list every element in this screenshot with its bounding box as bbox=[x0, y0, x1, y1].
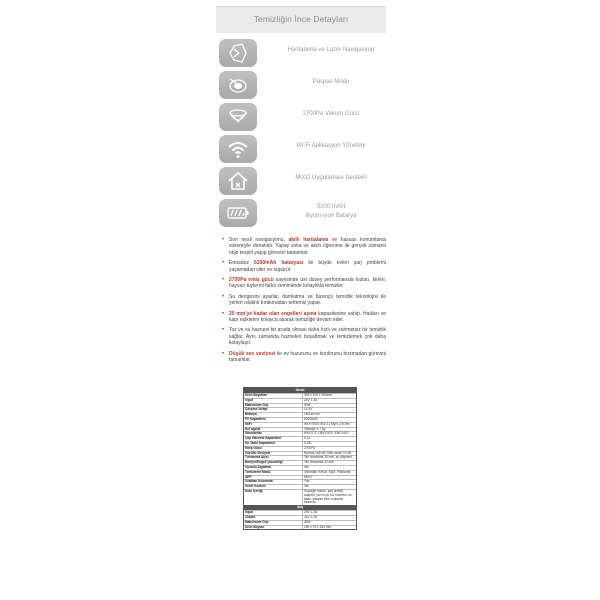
spec-row bbox=[244, 515, 356, 520]
spec-key: Uyumlu Algılama bbox=[244, 466, 303, 470]
section-title: Temizliğin İnce Detayları bbox=[253, 14, 349, 24]
spec-value: 30W bbox=[304, 519, 311, 524]
spec-key: Su Tankı Kapasitesi bbox=[244, 442, 303, 446]
spec-key: Input bbox=[244, 511, 303, 515]
battery-icon bbox=[219, 199, 257, 227]
spec-value: 2700Pa bbox=[304, 445, 315, 450]
home-app-icon bbox=[219, 167, 257, 195]
bullet-text: sayesinde üst düzey performansla tozları, kirleri, hayvan tüylerini farklı zeminlerde kolaylıkla temizler. bbox=[229, 277, 386, 290]
spec-row bbox=[244, 520, 356, 525]
bullet-highlight: akıllı haritalama bbox=[288, 237, 329, 243]
spec-key: Kutu İçeriği bbox=[244, 490, 303, 505]
spec-value: 14.4V bbox=[304, 407, 313, 412]
spec-value: MiXO bbox=[304, 474, 312, 479]
spec-row bbox=[244, 489, 356, 505]
spec-key: Temizleme Modu bbox=[244, 471, 303, 475]
spec-row bbox=[244, 470, 356, 475]
spec-value: 0.25L bbox=[304, 440, 312, 445]
spec-key: Net ağırlık bbox=[244, 428, 303, 432]
spec-key: Sesle Kontrol bbox=[244, 485, 303, 489]
spec-key: Input bbox=[244, 399, 303, 403]
spec-row bbox=[244, 446, 356, 451]
spec-key: Bariyer/Engeli yüksekliği bbox=[244, 461, 303, 465]
spec-key: Çalışma Voltajı bbox=[244, 408, 303, 412]
spec-key: Standartlar bbox=[244, 432, 303, 436]
spec-row bbox=[244, 422, 356, 427]
feature-item bbox=[216, 103, 386, 131]
feature-bullets bbox=[216, 237, 386, 364]
spec-section-header: Şarj bbox=[244, 505, 356, 510]
spec-value: 24V 1.3A bbox=[304, 397, 318, 402]
spec-value: 5200mAh bbox=[304, 416, 318, 421]
bullet-item bbox=[222, 327, 386, 346]
spec-key: Ürün Boyutu bbox=[244, 526, 303, 530]
bullet-highlight: 5200mAh bataryası bbox=[254, 260, 304, 267]
feature-label-line2: lityum-iyon Batarya bbox=[305, 213, 357, 219]
feature-item bbox=[216, 71, 386, 99]
feature-list bbox=[216, 39, 386, 227]
bullet-highlight: 20 mm'ye kadar olan engelleri aşma bbox=[229, 310, 317, 317]
spec-key: Maksimum Güç bbox=[244, 404, 303, 408]
section-header bbox=[216, 6, 386, 33]
spec-value: Var bbox=[304, 484, 309, 489]
spec-key: Maksimum Güç bbox=[244, 521, 303, 525]
feature-label: Paspas Modu bbox=[312, 79, 350, 85]
spec-key: Batarya bbox=[244, 413, 303, 417]
spec-key: Pil Kapasitesi bbox=[244, 418, 303, 422]
spec-key: Tırmanma Açısı bbox=[244, 456, 303, 460]
spec-value: Normal <65 dB, Max mode 70 dB bbox=[304, 450, 352, 455]
bullet-highlight: 2700Pa emiş gücü bbox=[229, 277, 274, 284]
spec-value: 50W bbox=[304, 402, 311, 407]
feature-item bbox=[216, 39, 386, 67]
spec-value: Yaklaşık 4.7 kg bbox=[304, 426, 326, 431]
bullet-item bbox=[222, 277, 386, 290]
spec-section-header: Genel bbox=[244, 388, 356, 393]
bullet-item bbox=[222, 311, 386, 324]
product-detail-column bbox=[216, 6, 386, 368]
spec-key: APP bbox=[244, 476, 303, 480]
bullet-item bbox=[222, 260, 386, 273]
spec-row bbox=[244, 525, 356, 530]
feature-label: Wi-Fi Aplikasyon Yönetimi bbox=[296, 143, 366, 149]
bullet-text: Su dengesini ayarlar, damlatma ve basınçlı temizlik teknolojisi ile yerleri ıslaklık bırakmadan tertemiz yapar. bbox=[229, 293, 386, 307]
spec-value: Lithium-ion bbox=[304, 412, 320, 417]
spec-row bbox=[244, 398, 356, 403]
feature-label: MiXO Uygulaması Destekli bbox=[295, 175, 367, 181]
laser-navigation-icon bbox=[219, 39, 257, 67]
spec-value: Wi-Fi IEEE 802.11 b/g/n 2.4GHz bbox=[304, 421, 350, 426]
feature-item bbox=[216, 167, 386, 195]
feature-label-line1: 5200 mAH bbox=[316, 204, 346, 210]
bullet-item bbox=[222, 294, 386, 307]
wifi-icon bbox=[219, 135, 257, 163]
bullet-text: ile ev huzurunu ve konforunu bozmadan görevini tamamlar. bbox=[229, 350, 386, 364]
spec-key: Çöp Haznesi Kapasitesi bbox=[244, 437, 303, 441]
feature-label: Haritalama ve Lazer Navigasyon bbox=[287, 47, 375, 53]
feature-item bbox=[216, 135, 386, 163]
spec-key: Gürültü Seviyesi bbox=[244, 452, 303, 456]
bullet-highlight: Düşük ses seviyesi bbox=[229, 350, 276, 357]
spec-section-general bbox=[244, 393, 356, 505]
spec-value: EMI FCC 15B/ ISED, EMC/LVD bbox=[304, 431, 349, 436]
spec-row bbox=[244, 510, 356, 515]
spec-key: Ürün Boyutları bbox=[244, 394, 303, 398]
vacuum-suction-icon bbox=[219, 103, 257, 131]
spec-value: Süpürge robotu, şarj ünitesi, adaptör, yan fırça, toz haznesi, su tankı, paspas bezi, kullanım kılavuzu bbox=[304, 488, 352, 505]
spec-key: Emiş Gücü bbox=[244, 447, 303, 451]
bullet-item bbox=[222, 237, 386, 256]
feature-label bbox=[276, 203, 386, 221]
bullet-text: Toz ve su haznesi bir arada olması daha hızlı ve zahmetsiz bir temizlik sağlar. Aynı zamanda hazneleri boşaltmak ve temizlemek çok daha kolaylaşır. bbox=[229, 327, 386, 347]
bullet-text: ve hassas konumlama sistemiyle donatıldı. Yapay zeka ve akıllı öğrenme ile gerçek zamanlı obje tespiti yapıp görevini tamamlar. bbox=[229, 237, 387, 256]
feature-label: 2700Pa Vakum Gücü bbox=[302, 111, 360, 117]
spec-value: Otomatik, Kenar, Spot, Planlama bbox=[304, 469, 351, 474]
spec-value: 349 x 100 x 350mm bbox=[304, 393, 332, 397]
spec-value: 150 x 75 x 104 mm bbox=[304, 524, 332, 529]
spec-key: WiFi bbox=[244, 423, 303, 427]
spec-section-charge bbox=[244, 510, 356, 529]
mop-icon bbox=[219, 71, 257, 99]
spec-value: Tek tırmanma 20 mm, su düşmesi bbox=[304, 455, 352, 460]
spec-value: 24V 1.2A bbox=[304, 514, 318, 519]
spec-value: Var bbox=[304, 464, 309, 469]
spec-row bbox=[244, 407, 356, 412]
bullet-text: Son nesil navigasyonu, bbox=[229, 237, 289, 243]
spec-key: Uzaktan Kumanda bbox=[244, 480, 303, 484]
spec-value: Yok bbox=[304, 479, 310, 484]
bullet-item bbox=[222, 351, 386, 364]
spec-table bbox=[243, 387, 357, 530]
bullet-text: Emsalsiz bbox=[229, 260, 255, 267]
bullet-text: kapasitesine sahip. Halıları ve kapı eşiklerini kolayca aşarak temizliğe devam eder. bbox=[229, 310, 387, 324]
spec-value: 24V 1.2A bbox=[304, 510, 318, 515]
spec-value: Tek tırmanma 20 mm bbox=[304, 460, 334, 465]
bullet-text: ile büyük evleri şarj problemi yaşamadan siler ve süpürür. bbox=[229, 260, 386, 273]
spec-key: Output bbox=[244, 516, 303, 520]
spec-value: 0.3 L bbox=[304, 436, 312, 441]
spec-row bbox=[244, 393, 356, 398]
feature-item bbox=[216, 199, 386, 227]
